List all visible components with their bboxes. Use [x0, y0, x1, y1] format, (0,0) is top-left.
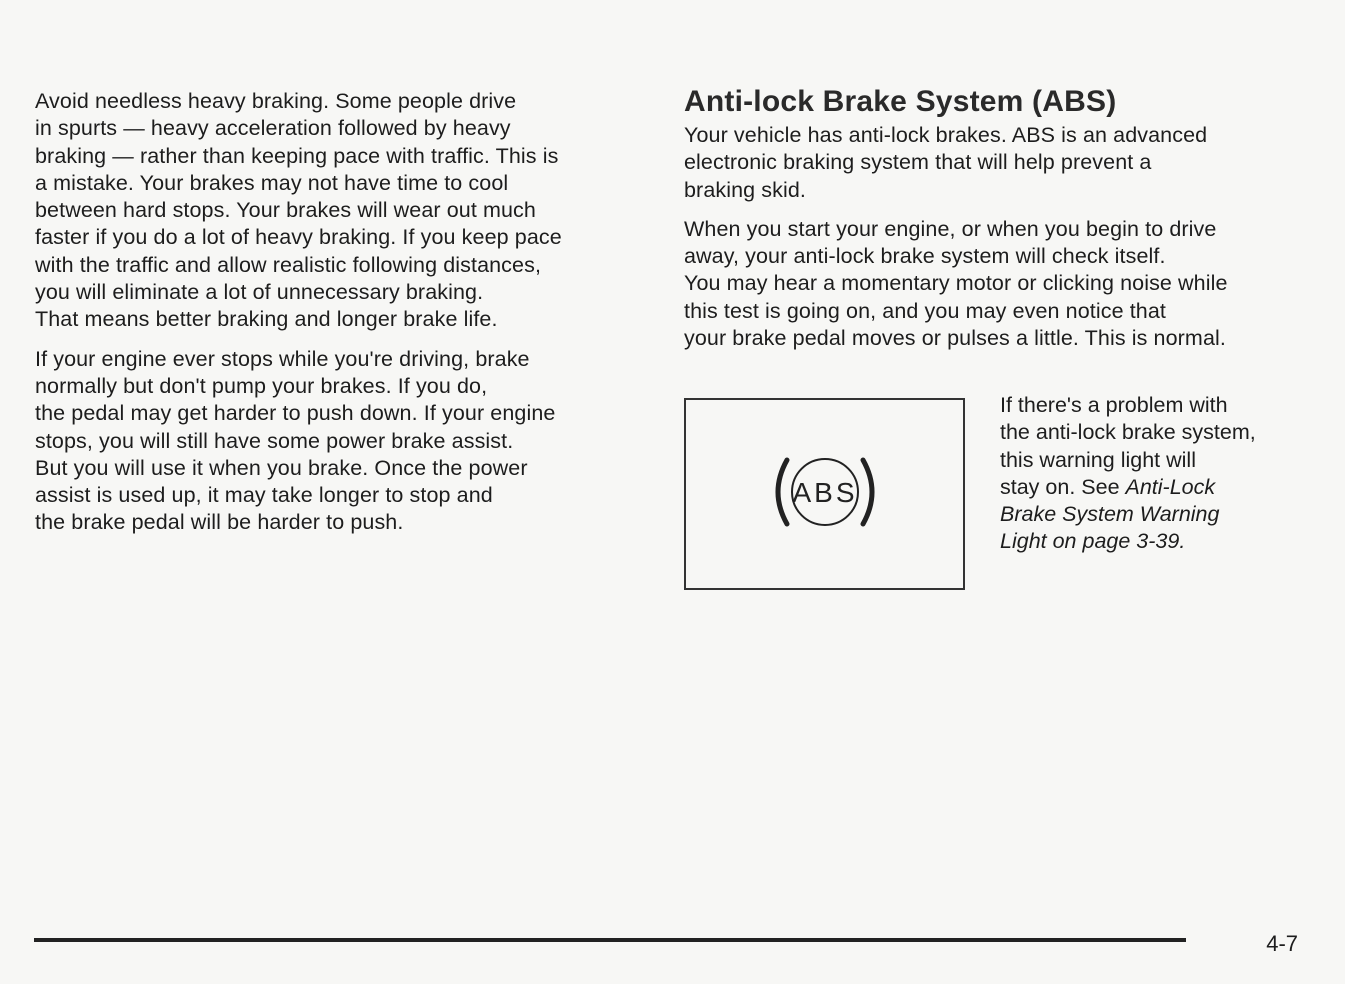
- page-number: 4-7: [1266, 931, 1298, 956]
- abs-warning-light-figure: [684, 398, 965, 590]
- left-column: [35, 88, 635, 537]
- abs-symbol-text: ABS: [792, 477, 858, 508]
- section-heading: Anti-lock Brake System (ABS): [684, 85, 1117, 118]
- engine-stops-paragraph: If your engine ever stops while you're driving, brake normally but don't pump your brakes. If you do, the pedal may get harder to push down. If your engine stops, you will still have some power brake assist. But you will use it when you brake. Once the power assist is used up, it may take longer to stop and the brake pedal will be harder to push.: [35, 346, 556, 535]
- abs-warning-light-icon: [769, 452, 881, 532]
- abs-warning-cross-reference: Anti-Lock Brake System Warning Light on page 3-39.: [1000, 474, 1220, 554]
- right-column: [684, 84, 1304, 352]
- footer-rule: [34, 938, 1186, 942]
- abs-self-check-paragraph: When you start your engine, or when you begin to drive away, your anti-lock brake system will check itself. You may hear a momentary motor or clicking noise while this test is going on, and you may even notice that your brake pedal moves or pulses a little. This is normal.: [684, 216, 1228, 351]
- abs-warning-description: [1000, 392, 1310, 556]
- abs-intro-paragraph: Your vehicle has anti-lock brakes. ABS is an advanced electronic braking system that will help prevent a braking skid.: [684, 123, 1208, 202]
- heavy-braking-paragraph: Avoid needless heavy braking. Some people drive in spurts — heavy acceleration followed by heavy braking — rather than keeping pace with traffic. This is a mistake. Your brakes may not have time to cool between hard stops. Your brakes will wear out much faster if you do a lot of heavy braking. If you keep pace with the traffic and allow realistic following distances, you will eliminate a lot of unnecessary braking. That means better braking and longer brake life.: [35, 89, 562, 332]
- abs-warning-text: If there's a problem with the anti-lock brake system, this warning light will stay on. See: [1000, 393, 1256, 499]
- abs-warning-section: [684, 392, 1304, 602]
